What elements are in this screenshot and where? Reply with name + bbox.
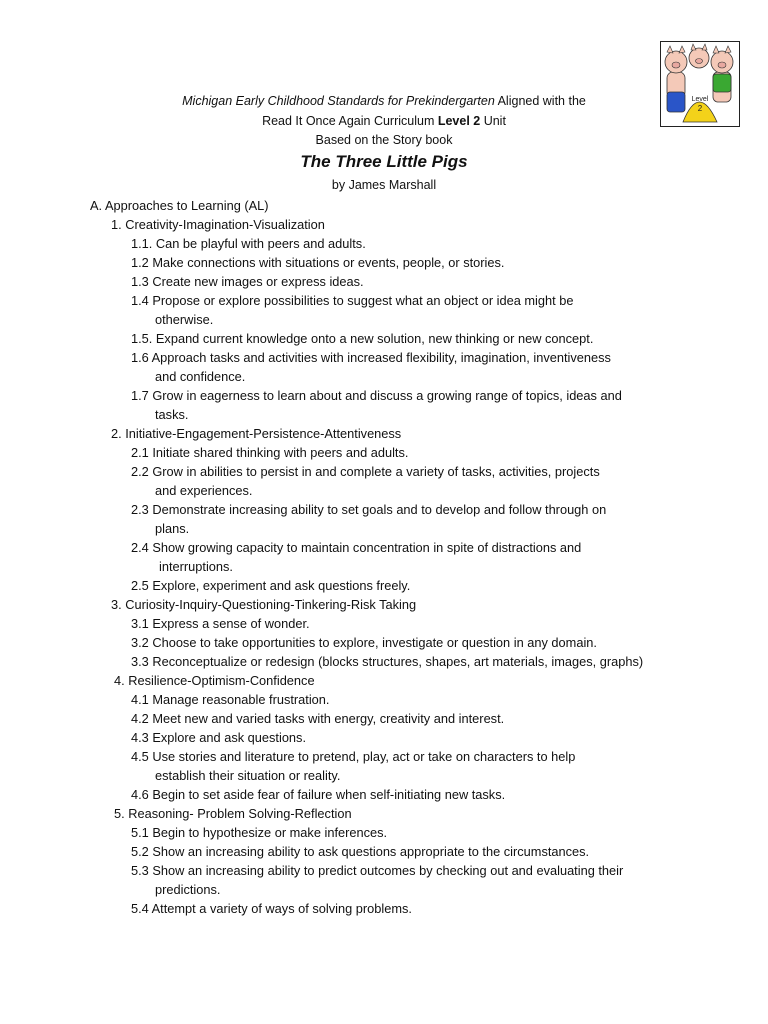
list-item: 3.3 Reconceptualize or redesign (blocks structures, shapes, art materials, images, graphs) xyxy=(131,654,644,669)
list-item: 1.2 Make connections with situations or events, people, or stories. xyxy=(131,255,505,270)
header-line-storybook: Based on the Story book xyxy=(315,133,453,147)
list-item: 2.4 Show growing capacity to maintain concentration in spite of distractions and xyxy=(131,540,582,555)
subsection-heading: 4. Resilience-Optimism-Confidence xyxy=(114,673,315,688)
list-item-continued: interruptions. xyxy=(159,559,233,574)
list-item: 2.3 Demonstrate increasing ability to set goals and to develop and follow through on xyxy=(131,502,607,517)
header-line-standards xyxy=(0,92,768,111)
list-item-continued: predictions. xyxy=(155,882,221,897)
list-item-continued: and experiences. xyxy=(155,483,253,498)
list-item: 4.1 Manage reasonable frustration. xyxy=(131,692,330,707)
list-item: 3.2 Choose to take opportunities to explore, investigate or question in any domain. xyxy=(131,635,597,650)
logo-level-number: 2 xyxy=(697,104,703,113)
list-item: 4.5 Use stories and literature to pretend, play, act or take on characters to help xyxy=(131,749,576,764)
list-item-continued: plans. xyxy=(155,521,190,536)
subsection-heading: 2. Initiative-Engagement-Persistence-Attentiveness xyxy=(111,426,402,441)
subsection-heading: 3. Curiosity-Inquiry-Questioning-Tinkering-Risk Taking xyxy=(111,597,417,612)
subsection-heading: 1. Creativity-Imagination-Visualization xyxy=(111,217,325,232)
list-item: 1.3 Create new images or express ideas. xyxy=(131,274,364,289)
list-item: 4.2 Meet new and varied tasks with energy, creativity and interest. xyxy=(131,711,505,726)
aligned-text: Aligned with the xyxy=(494,94,586,108)
list-item: 5.4 Attempt a variety of ways of solving problems. xyxy=(131,901,412,916)
list-item: 5.1 Begin to hypothesize or make inferences. xyxy=(131,825,388,840)
list-item: 1.1. Can be playful with peers and adults. xyxy=(131,236,366,251)
list-item: 1.6 Approach tasks and activities with increased flexibility, imagination, inventiveness xyxy=(131,350,611,365)
list-item: 4.6 Begin to set aside fear of failure when self-initiating new tasks. xyxy=(131,787,506,802)
list-item: 2.5 Explore, experiment and ask questions freely. xyxy=(131,578,411,593)
list-item: 4.3 Explore and ask questions. xyxy=(131,730,307,745)
logo-level-text: Level xyxy=(691,96,709,103)
list-item-continued: otherwise. xyxy=(155,312,214,327)
list-item-continued: establish their situation or reality. xyxy=(155,768,341,783)
list-item-continued: and confidence. xyxy=(155,369,246,384)
list-item: 1.4 Propose or explore possibilities to suggest what an object or idea might be xyxy=(131,293,574,308)
subsection-heading: 5. Reasoning- Problem Solving-Reflection xyxy=(114,806,352,821)
list-item: 5.3 Show an increasing ability to predict outcomes by checking out and evaluating their xyxy=(131,863,624,878)
list-item: 1.7 Grow in eagerness to learn about and discuss a growing range of topics, ideas and xyxy=(131,388,622,403)
section-heading: A. Approaches to Learning (AL) xyxy=(90,198,269,213)
document-title: The Three Little Pigs xyxy=(300,152,468,171)
list-item: 5.2 Show an increasing ability to ask questions appropriate to the circumstances. xyxy=(131,844,590,859)
level-text: Level 2 xyxy=(437,114,481,128)
list-item: 3.1 Express a sense of wonder. xyxy=(131,616,310,631)
list-item: 2.1 Initiate shared thinking with peers and adults. xyxy=(131,445,409,460)
curriculum-text: Read It Once Again Curriculum xyxy=(262,114,438,128)
header-line-curriculum xyxy=(0,112,768,131)
list-item: 2.2 Grow in abilities to persist in and complete a variety of tasks, activities, projects xyxy=(131,464,600,479)
document-author: by James Marshall xyxy=(331,178,437,192)
list-item-continued: tasks. xyxy=(155,407,189,422)
unit-text: Unit xyxy=(480,114,506,128)
list-item: 1.5. Expand current knowledge onto a new solution, new thinking or new concept. xyxy=(131,331,594,346)
standards-title: Michigan Early Childhood Standards for Prekindergarten xyxy=(182,94,495,108)
